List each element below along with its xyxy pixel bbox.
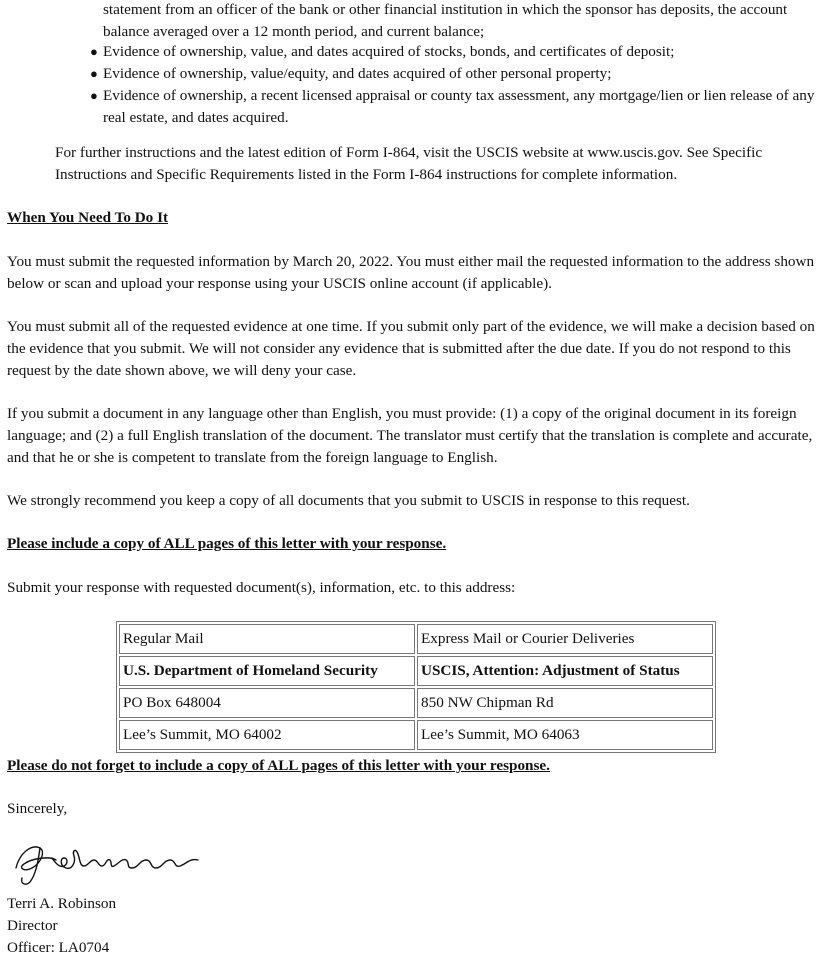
signer-title: Director (7, 917, 58, 934)
table-cell: Lee’s Summit, MO 64002 (119, 720, 415, 750)
bullet-icon: ● (90, 88, 98, 103)
table-cell: USCIS, Attention: Adjustment of Status (417, 656, 713, 686)
bullet-text: Evidence of ownership, value/equity, and dates acquired of other personal property; (103, 65, 612, 82)
table-cell: 850 NW Chipman Rd (417, 688, 713, 718)
keep-copy-paragraph: We strongly recommend you keep a copy of all documents that you submit to USCIS in response to this request. (7, 492, 690, 509)
address-table (116, 621, 716, 753)
bullet-text: Evidence of ownership, value, and dates acquired of stocks, bonds, and certificates of deposit; (103, 43, 675, 60)
bullet-icon: ● (90, 66, 98, 81)
table-cell: Express Mail or Courier Deliveries (417, 624, 713, 654)
table-row (119, 656, 713, 686)
signature-image (10, 838, 210, 888)
submit-to-paragraph: Submit your response with requested document(s), information, etc. to this address: (7, 579, 516, 596)
language-paragraph: If you submit a document in any language other than English, you must provide: (1) a copy of the original document in its foreign language; and (2) a full English translation of the document. The translator must certify that the translation is complete and accurate, and that he or she is competent to translate from the foreign language to English. (7, 405, 813, 466)
table-cell: Regular Mail (119, 624, 415, 654)
table-row (119, 688, 713, 718)
bullet-icon: ● (90, 44, 98, 59)
include-notice: Please include a copy of ALL pages of this letter with your response. (7, 535, 447, 552)
table-cell: U.S. Department of Homeland Security (119, 656, 415, 686)
bullet-item (88, 41, 818, 63)
further-instructions: For further instructions and the latest edition of Form I-864, visit the USCIS website at www.uscis.gov. See Specific Instructions and Specific Requirements listed in the Form I-864 instructions for complete information. (55, 144, 763, 183)
table-cell: PO Box 648004 (119, 688, 415, 718)
all-evidence-paragraph: You must submit all of the requested evidence at one time. If you submit only part of the evidence, we will make a decision based on the evidence that you submit. We will not consider any evidence that is submitted after the due date. If you do not respond to this request by the date shown above, we will deny your case. (7, 318, 815, 379)
table-row (119, 624, 713, 654)
continuation-text: statement from an officer of the bank or other financial institution in which the sponsor has deposits, the account balance averaged over a 12 month period, and current balance; (103, 1, 788, 40)
bullet-item (88, 63, 818, 85)
signer-name: Terri A. Robinson (7, 895, 117, 912)
bullet-text: Evidence of ownership, a recent licensed appraisal or county tax assessment, any mortgage/lien or lien release of any real estate, and dates acquired. (103, 87, 815, 126)
signer-officer: Officer: LA0704 (7, 939, 110, 956)
when-heading: When You Need To Do It (7, 209, 169, 226)
table-row (119, 720, 713, 750)
reminder-notice: Please do not forget to include a copy of ALL pages of this letter with your response. (7, 757, 550, 774)
closing: Sincerely, (7, 800, 68, 817)
bullet-item (88, 85, 818, 129)
deadline-paragraph: You must submit the requested information by March 20, 2022. You must either mail the requested information to the address shown below or scan and upload your response using your USCIS online account (if applicable). (7, 253, 815, 292)
signer-block (7, 893, 307, 959)
table-cell: Lee’s Summit, MO 64063 (417, 720, 713, 750)
evidence-bullet-list (88, 41, 818, 129)
